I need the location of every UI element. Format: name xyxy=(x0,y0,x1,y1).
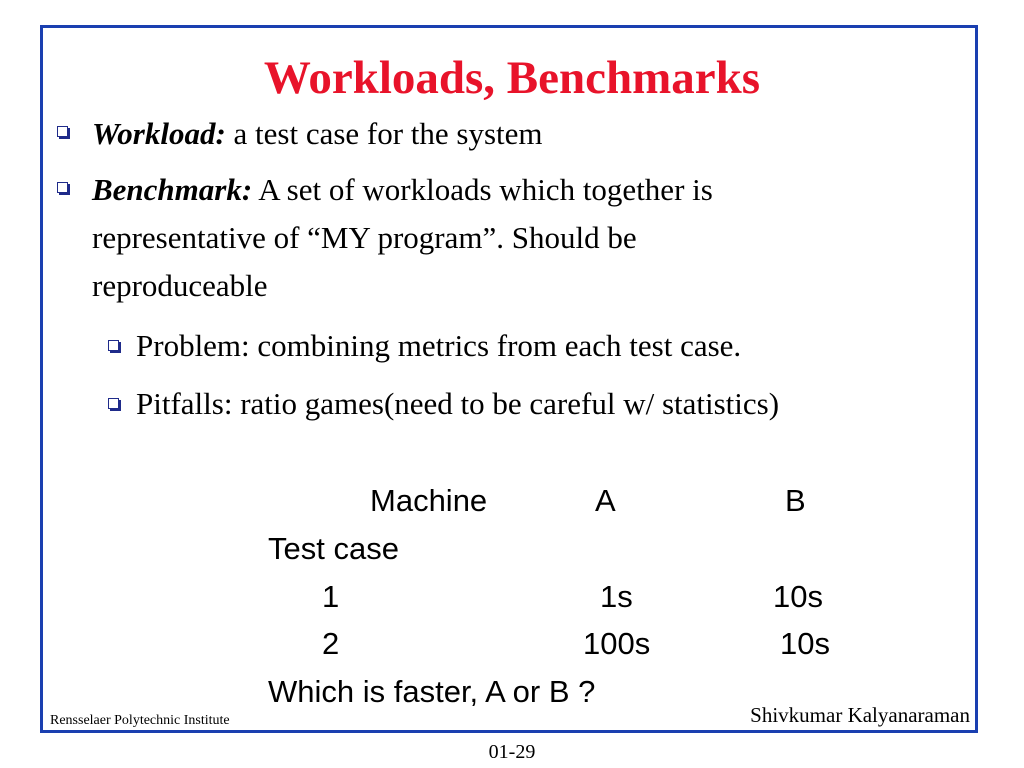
bullet-square-icon xyxy=(108,398,119,409)
sub-bullet-problem: Problem: combining metrics from each test case. xyxy=(136,328,742,363)
bullet-benchmark xyxy=(92,166,972,310)
table-row-2-a: 100s xyxy=(583,626,651,661)
table-row-2-b: 10s xyxy=(780,626,830,661)
term-workload: Workload: xyxy=(92,116,226,151)
table-question: Which is faster, A or B ? xyxy=(268,674,596,709)
footer-author: Shivkumar Kalyanaraman xyxy=(750,703,970,727)
table-header-b: B xyxy=(785,483,806,518)
table-row-1-test: 1 xyxy=(322,579,340,614)
slide-title: Workloads, Benchmarks xyxy=(263,52,761,104)
bullet-square-icon xyxy=(108,340,119,351)
sub-bullet-pitfalls: Pitfalls: ratio games(need to be careful w/ statistics) xyxy=(136,386,780,421)
footer-institute: Rensselaer Polytechnic Institute xyxy=(50,713,230,728)
table-row-1-a: 1s xyxy=(600,579,633,614)
table-test-case-label: Test case xyxy=(268,531,399,566)
workload-definition: a test case for the system xyxy=(225,116,543,151)
bullet-square-icon xyxy=(57,182,68,193)
table-header-machine: Machine xyxy=(370,483,488,518)
benchmark-definition-line1: A set of workloads which together is xyxy=(252,172,713,207)
benchmark-definition-line3: reproduceable xyxy=(92,268,268,303)
page-number: 01-29 xyxy=(488,741,536,763)
table-row-2-test: 2 xyxy=(322,626,340,661)
bullet-square-icon xyxy=(57,126,68,137)
bullet-workload xyxy=(92,110,972,158)
benchmark-definition-line2: representative of “MY program”. Should be xyxy=(92,220,637,255)
term-benchmark: Benchmark: xyxy=(92,172,253,207)
table-row-1-b: 10s xyxy=(773,579,823,614)
table-header-a: A xyxy=(595,483,616,518)
